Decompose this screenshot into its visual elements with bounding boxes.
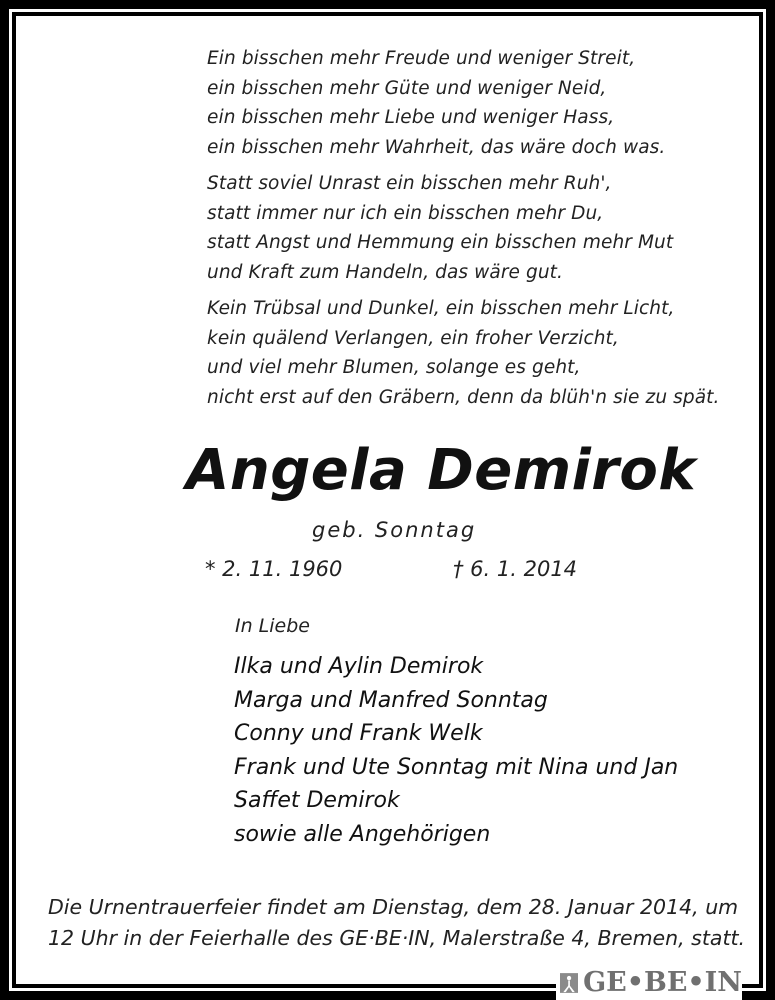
poem-stanza-1 — [207, 44, 720, 162]
poem-line: ein bisschen mehr Liebe und weniger Hass, — [207, 107, 615, 128]
mourner-entry: Frank und Ute Sonntag mit Nina und Jan — [234, 754, 679, 780]
logo-text: GE•BE•IN — [583, 967, 742, 998]
mourner-entry: Marga und Manfred Sonntag — [234, 687, 548, 713]
poem-line: ein bisschen mehr Wahrheit, das wäre doch was. — [207, 136, 666, 158]
service-line: Die Urnentrauerfeier findet am Dienstag, dem 28. Januar 2014, um — [48, 895, 739, 919]
birth-date: * 2. 11. 1960 — [205, 557, 343, 581]
poem-line: nicht erst auf den Gräbern, denn da blüh'n sie zu spät. — [207, 386, 720, 408]
poem-line: und Kraft zum Handeln, das wäre gut. — [207, 261, 563, 283]
service-announcement — [48, 892, 745, 954]
mourners-intro: In Liebe — [235, 615, 310, 637]
mourner-entry: Ilka und Aylin Demirok — [234, 654, 484, 679]
poem-stanza-3 — [207, 294, 720, 412]
poem-line: statt Angst und Hemmung ein bisschen mehr Mut — [207, 232, 674, 253]
poem-line: Ein bisschen mehr Freude und weniger Streit, — [207, 48, 636, 69]
poem-line: statt immer nur ich ein bisschen mehr Du, — [207, 202, 604, 224]
death-date: † 6. 1. 2014 — [453, 557, 578, 581]
deceased-name: Angela Demirok — [186, 438, 697, 503]
poem-line: ein bisschen mehr Güte und weniger Neid, — [207, 77, 607, 99]
maiden-name: geb. Sonntag — [312, 518, 477, 542]
mourner-entry: Conny und Frank Welk — [234, 721, 483, 746]
poem-line: Kein Trübsal und Dunkel, ein bisschen mehr Licht, — [207, 298, 675, 319]
poem — [207, 44, 720, 419]
obituary-notice — [16, 16, 759, 984]
poem-line: Statt soviel Unrast ein bisschen mehr Ruh', — [207, 173, 612, 194]
poem-line: kein quälend Verlangen, ein froher Verzicht, — [207, 327, 619, 349]
mourner-entry: sowie alle Angehörigen — [234, 821, 491, 847]
service-line: 12 Uhr in der Feierhalle des GE·BE·IN, Malerstraße 4, Bremen, statt. — [48, 926, 746, 950]
gebein-figure-icon — [560, 971, 578, 995]
mourners-list — [234, 650, 678, 851]
gebein-logo — [556, 966, 742, 1000]
poem-line: und viel mehr Blumen, solange es geht, — [207, 357, 581, 378]
mourner-entry: Saffet Demirok — [234, 788, 400, 813]
poem-stanza-2 — [207, 169, 720, 287]
